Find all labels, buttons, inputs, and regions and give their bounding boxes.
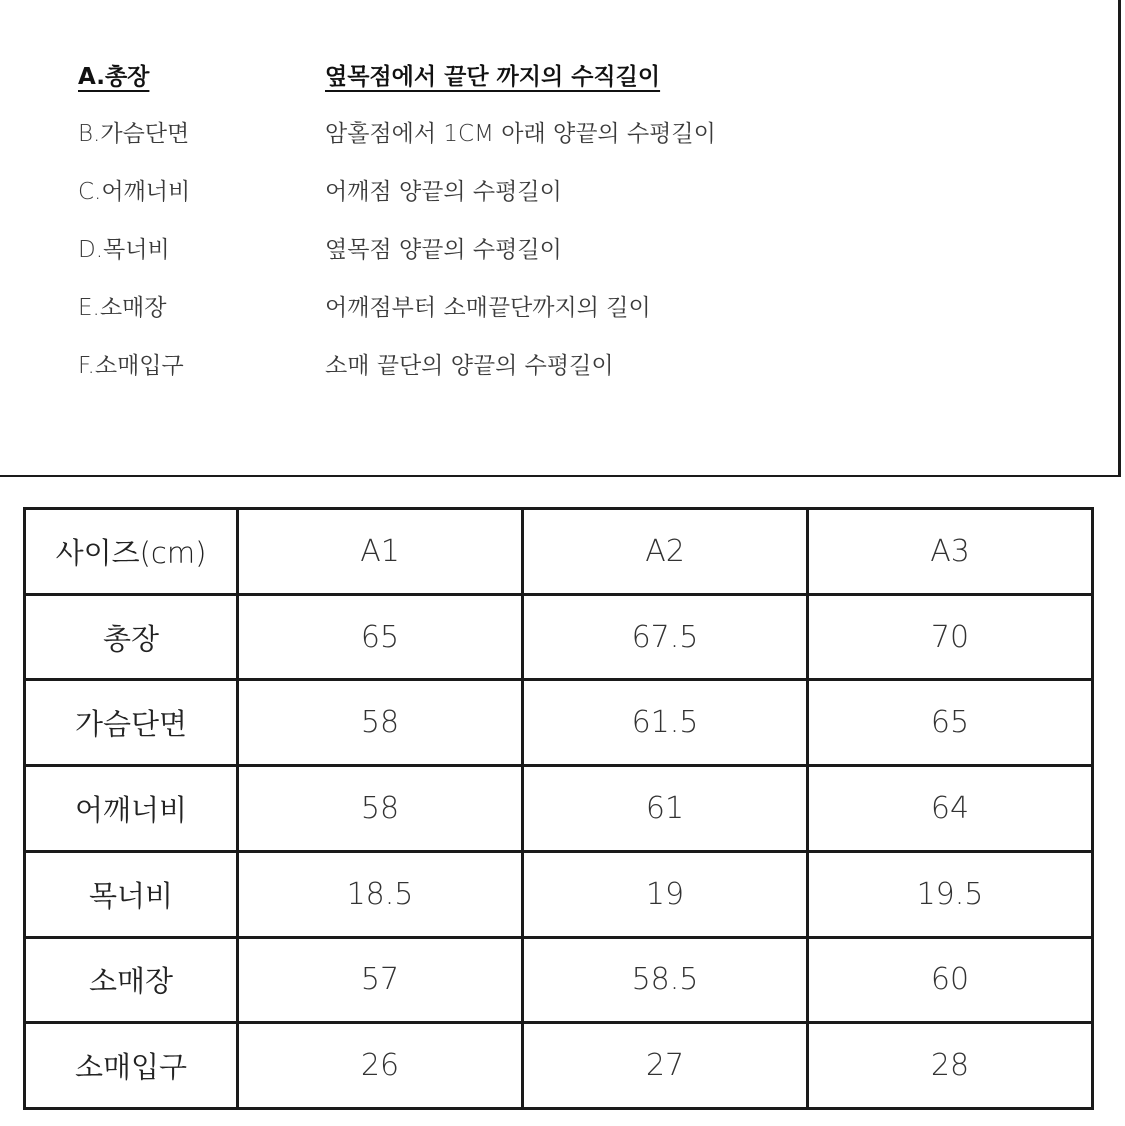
definition-key: F.소매입구 — [78, 353, 184, 379]
definition-row-b — [0, 115, 1100, 155]
definition-row-e — [0, 289, 1100, 329]
table-cell: 18.5 — [238, 851, 523, 937]
definition-description: 소매 끝단의 양끝의 수평길이 — [325, 353, 614, 379]
definition-key: D.목너비 — [78, 237, 170, 263]
size-chart-table — [23, 507, 1094, 1110]
table-cell: 58 — [238, 680, 523, 766]
definition-key: C.어깨너비 — [78, 179, 191, 205]
row-label: 소매입구 — [25, 1023, 238, 1109]
row-label: 소매장 — [25, 937, 238, 1023]
table-cell: 58 — [238, 766, 523, 852]
table-row — [25, 680, 1093, 766]
table-cell: 64 — [808, 766, 1093, 852]
table-row — [25, 1023, 1093, 1109]
table-cell: 27 — [523, 1023, 808, 1109]
table-cell: 61 — [523, 766, 808, 852]
table-row — [25, 766, 1093, 852]
definition-key: A.총장 — [78, 64, 150, 90]
table-cell: 70 — [808, 594, 1093, 680]
row-label: 목너비 — [25, 851, 238, 937]
header-cell-a1: A1 — [238, 509, 523, 595]
row-label: 어깨너비 — [25, 766, 238, 852]
table-cell: 58.5 — [523, 937, 808, 1023]
table-cell: 65 — [808, 680, 1093, 766]
definition-description: 옆목점에서 끝단 까지의 수직길이 — [325, 64, 661, 90]
definition-description: 어깨점부터 소매끝단까지의 길이 — [325, 295, 651, 321]
table-cell: 57 — [238, 937, 523, 1023]
definition-description: 옆목점 양끝의 수평길이 — [325, 237, 562, 263]
definition-description: 암홀점에서 1CM 아래 양끝의 수평길이 — [325, 121, 716, 147]
table-cell: 60 — [808, 937, 1093, 1023]
definition-row-a — [0, 58, 1100, 98]
table-row — [25, 594, 1093, 680]
definition-row-f — [0, 347, 1100, 387]
table-cell: 28 — [808, 1023, 1093, 1109]
definition-key: E.소매장 — [78, 295, 167, 321]
table-header-row — [25, 509, 1093, 595]
table-cell: 26 — [238, 1023, 523, 1109]
row-label: 총장 — [25, 594, 238, 680]
table-cell: 19.5 — [808, 851, 1093, 937]
definition-description: 어깨점 양끝의 수평길이 — [325, 179, 562, 205]
header-cell-size-label: 사이즈(cm) — [25, 509, 238, 595]
definition-key: B.가슴단면 — [78, 121, 190, 147]
table-cell: 19 — [523, 851, 808, 937]
table-cell: 67.5 — [523, 594, 808, 680]
table-row — [25, 937, 1093, 1023]
header-cell-a2: A2 — [523, 509, 808, 595]
row-label: 가슴단면 — [25, 680, 238, 766]
measurement-definitions — [0, 0, 1121, 477]
table-row — [25, 851, 1093, 937]
header-cell-a3: A3 — [808, 509, 1093, 595]
table-cell: 65 — [238, 594, 523, 680]
definition-row-d — [0, 231, 1100, 271]
table-cell: 61.5 — [523, 680, 808, 766]
definition-row-c — [0, 173, 1100, 213]
